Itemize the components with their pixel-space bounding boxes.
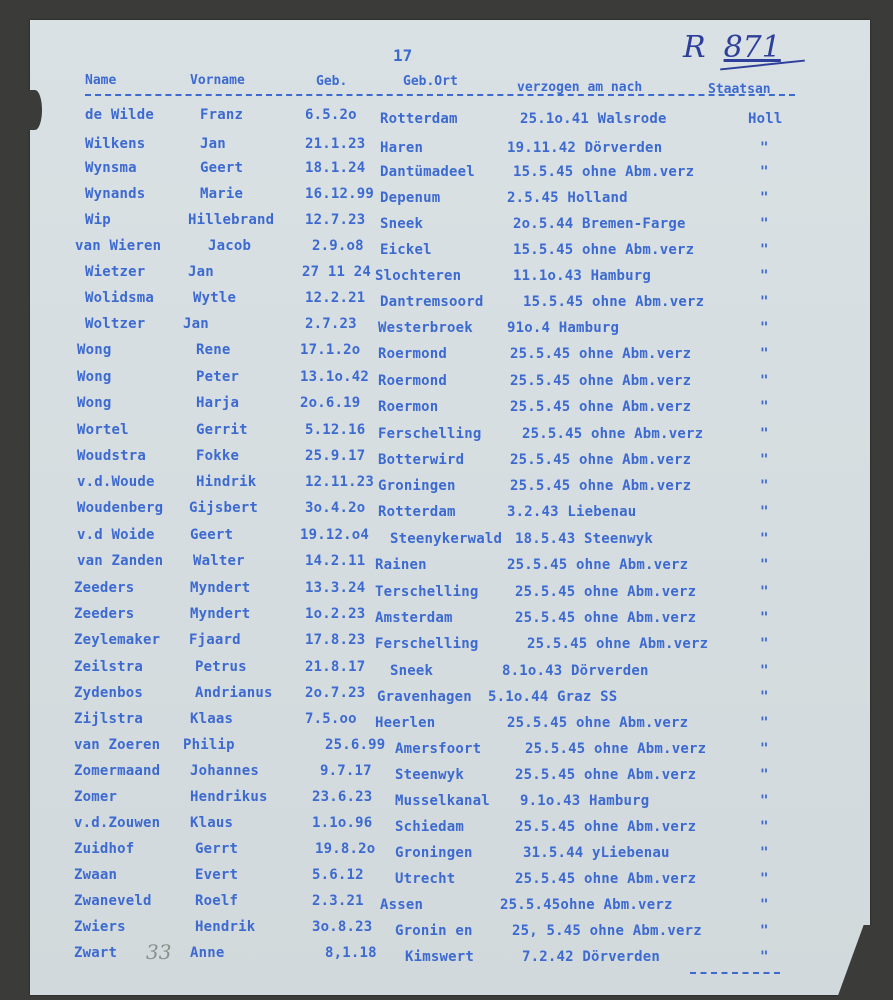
entry-given-name: Gijsbert (189, 500, 259, 516)
entry-birth-date: 16.12.99 (305, 186, 375, 202)
entry-birth-place: Rotterdam (378, 504, 456, 520)
entry-given-name: Jan (200, 136, 226, 152)
archive-reference (683, 30, 781, 65)
header-verzogen: verzogen am nach (517, 80, 643, 95)
entry-moved-to: 25.5.45 ohne Abm.verz (510, 346, 692, 362)
entry-surname: Zomer (74, 789, 118, 805)
entry-surname: Wip (85, 212, 111, 228)
entry-birth-place: Groningen (395, 845, 473, 861)
entry-moved-to: 15.5.45 ohne Abm.verz (523, 294, 705, 310)
entry-nationality: " (760, 793, 769, 809)
header-staatsan: Staatsan (708, 82, 771, 97)
entry-birth-date: 25.9.17 (305, 448, 366, 464)
entry-birth-date: 12.2.21 (305, 290, 366, 306)
entry-given-name: Petrus (195, 659, 247, 675)
entry-moved-to: 25.5.45 ohne Abm.verz (515, 819, 697, 835)
entry-surname: Zwaan (74, 867, 118, 883)
entry-moved-to: 11.1o.43 Hamburg (513, 268, 652, 284)
entry-nationality: " (760, 923, 769, 939)
entry-moved-to: 91o.4 Hamburg (507, 320, 620, 336)
entry-birth-date: 23.6.23 (312, 789, 373, 805)
entry-moved-to: 25.5.45 ohne Abm.verz (507, 715, 689, 731)
entry-given-name: Klaus (190, 815, 234, 831)
entry-moved-to: 2o.5.44 Bremen-Farge (513, 216, 686, 232)
entry-nationality: " (760, 452, 769, 468)
entry-surname: Zomermaand (74, 763, 161, 779)
entry-surname: Zuidhof (74, 841, 135, 857)
entry-moved-to: 25.1o.41 Walsrode (520, 111, 667, 127)
entry-birth-date: 9.7.17 (320, 763, 372, 779)
entry-given-name: Roelf (195, 893, 239, 909)
entry-nationality: " (760, 610, 769, 626)
entry-birth-date: 27 11 24 (302, 264, 372, 280)
entry-nationality: " (760, 164, 769, 180)
entry-birth-date: 21.1.23 (305, 136, 366, 152)
entry-moved-to: 8.1o.43 Dörverden (502, 663, 649, 679)
entry-birth-date: 12.7.23 (305, 212, 366, 228)
entry-moved-to: 9.1o.43 Hamburg (520, 793, 650, 809)
entry-birth-place: Musselkanal (395, 793, 490, 809)
entry-nationality: " (760, 399, 769, 415)
entry-moved-to: 2.5.45 Holland (507, 190, 628, 206)
entry-birth-date: 17.1.2o (300, 342, 361, 358)
entry-nationality: " (760, 478, 769, 494)
entry-surname: Zwiers (74, 919, 126, 935)
entry-given-name: Fokke (196, 448, 240, 464)
entry-birth-date: 13.1o.42 (300, 369, 370, 385)
entry-given-name: Johannes (190, 763, 260, 779)
entry-surname: v.d Woide (77, 527, 155, 543)
entry-surname: Wong (77, 395, 112, 411)
entry-nationality: " (760, 819, 769, 835)
entry-nationality: " (760, 741, 769, 757)
entry-birth-date: 8,1.18 (325, 945, 377, 961)
entry-birth-place: Sneek (390, 663, 434, 679)
entry-given-name: Geert (190, 527, 234, 543)
entry-birth-date: 3o.8.23 (312, 919, 373, 935)
entry-given-name: Myndert (190, 580, 251, 596)
entry-moved-to: 7.2.42 Dörverden (522, 949, 661, 965)
entry-moved-to: 15.5.45 ohne Abm.verz (513, 242, 695, 258)
entry-given-name: Hendrikus (190, 789, 268, 805)
entry-moved-to: 25.5.45 ohne Abm.verz (515, 584, 697, 600)
entry-surname: Woudstra (77, 448, 147, 464)
entry-nationality: " (760, 689, 769, 705)
entry-surname: Wong (77, 369, 112, 385)
entry-birth-place: Rainen (375, 557, 427, 573)
entry-surname: de Wilde (85, 107, 155, 123)
entry-birth-place: Eickel (380, 242, 432, 258)
entry-moved-to: 25.5.45 ohne Abm.verz (527, 636, 709, 652)
entry-birth-place: Westerbroek (378, 320, 473, 336)
entry-surname: Wong (77, 342, 112, 358)
entry-birth-date: 2o.7.23 (305, 685, 366, 701)
entry-birth-place: Sneek (380, 216, 424, 232)
entry-birth-date: 14.2.11 (305, 553, 366, 569)
entry-surname: Zijlstra (74, 711, 144, 727)
entry-surname: Zeeders (74, 606, 135, 622)
entry-birth-date: 5.6.12 (312, 867, 364, 883)
entry-given-name: Fjaard (189, 632, 241, 648)
entry-nationality: " (760, 140, 769, 156)
entry-nationality: " (760, 268, 769, 284)
entry-birth-place: Roermond (378, 373, 448, 389)
archive-reference-letter: R (683, 30, 706, 65)
entry-surname: Wynands (85, 186, 146, 202)
entry-birth-date: 1o.2.23 (305, 606, 366, 622)
entry-birth-place: Ferschelling (375, 636, 479, 652)
entry-birth-place: Depenum (380, 190, 441, 206)
entry-given-name: Walter (193, 553, 245, 569)
entry-birth-date: 1.1o.96 (312, 815, 373, 831)
entry-birth-date: 7.5.oo (305, 711, 357, 727)
entry-birth-date: 2.7.23 (305, 316, 357, 332)
entry-surname: Zwaneveld (74, 893, 152, 909)
entry-nationality: " (760, 949, 769, 965)
entry-birth-place: Groningen (378, 478, 456, 494)
entry-birth-date: 2.3.21 (312, 893, 364, 909)
entry-surname: Woudenberg (77, 500, 164, 516)
bottom-dashed-rule (690, 972, 780, 974)
entry-birth-date: 13.3.24 (305, 580, 366, 596)
entry-moved-to: 25.5.45 ohne Abm.verz (510, 478, 692, 494)
entry-surname: Zeeders (74, 580, 135, 596)
entry-nationality: " (760, 531, 769, 547)
entry-birth-place: Heerlen (375, 715, 436, 731)
header-geb: Geb. (316, 74, 348, 89)
entry-nationality: " (760, 426, 769, 442)
entry-birth-place: Dantremsoord (380, 294, 484, 310)
entry-given-name: Marie (200, 186, 244, 202)
entry-birth-place: Botterwird (378, 452, 465, 468)
entry-given-name: Jan (183, 316, 209, 332)
entry-given-name: Gerrit (196, 422, 248, 438)
entry-surname: Zeilstra (74, 659, 144, 675)
entry-nationality: " (760, 663, 769, 679)
header-name: Name (85, 73, 117, 88)
entry-moved-to: 25.5.45 ohne Abm.verz (507, 557, 689, 573)
entry-nationality: Holl (748, 111, 783, 127)
entry-given-name: Anne (190, 945, 225, 961)
entry-given-name: Andrianus (195, 685, 273, 701)
entry-moved-to: 25.5.45 ohne Abm.verz (525, 741, 707, 757)
entry-birth-place: Schiedam (395, 819, 465, 835)
entry-given-name: Harja (196, 395, 240, 411)
entry-birth-date: 19.12.o4 (300, 527, 370, 543)
entry-birth-date: 3o.4.2o (305, 500, 366, 516)
entry-given-name: Franz (200, 107, 244, 123)
entry-birth-place: Ferschelling (378, 426, 482, 442)
entry-birth-date: 5.12.16 (305, 422, 366, 438)
entry-birth-place: Assen (380, 897, 424, 913)
entry-given-name: Myndert (190, 606, 251, 622)
entry-nationality: " (760, 715, 769, 731)
header-geb-ort: Geb.Ort (403, 74, 458, 89)
header-vorname: Vorname (190, 73, 245, 88)
entry-birth-place: Rotterdam (380, 111, 458, 127)
page-number: 17 (393, 46, 413, 65)
entry-moved-to: 19.11.42 Dörverden (507, 140, 663, 156)
entry-given-name: Hindrik (196, 474, 257, 490)
entry-moved-to: 25.5.45 ohne Abm.verz (515, 610, 697, 626)
entry-nationality: " (760, 242, 769, 258)
entry-given-name: Geert (200, 160, 244, 176)
entry-surname: Wilkens (85, 136, 146, 152)
entry-moved-to: 18.5.43 Steenwyk (515, 531, 654, 547)
entry-birth-place: Roermon (378, 399, 439, 415)
entry-nationality: " (760, 346, 769, 362)
entry-nationality: " (760, 190, 769, 206)
entry-moved-to: 3.2.43 Liebenau (507, 504, 637, 520)
entry-nationality: " (760, 636, 769, 652)
header-dashed-rule (85, 94, 795, 96)
entry-birth-date: 2.9.o8 (312, 238, 364, 254)
entry-nationality: " (760, 557, 769, 573)
entry-birth-date: 25.6.99 (325, 737, 386, 753)
entry-given-name: Philip (183, 737, 235, 753)
entry-moved-to: 25.5.45 ohne Abm.verz (515, 871, 697, 887)
entry-surname: v.d.Zouwen (74, 815, 161, 831)
entry-birth-date: 19.8.2o (315, 841, 376, 857)
entry-given-name: Hendrik (195, 919, 256, 935)
entry-surname: Wortel (77, 422, 129, 438)
handwritten-mark: 33 (146, 940, 172, 964)
entry-surname: Zydenbos (74, 685, 144, 701)
entry-birth-place: Haren (380, 140, 424, 156)
entry-surname: Wynsma (85, 160, 137, 176)
entry-birth-place: Amersfoort (395, 741, 482, 757)
entry-surname: Woltzer (85, 316, 146, 332)
entry-given-name: Wytle (193, 290, 237, 306)
entry-birth-place: Utrecht (395, 871, 456, 887)
entry-birth-date: 2o.6.19 (300, 395, 361, 411)
entry-moved-to: 15.5.45 ohne Abm.verz (513, 164, 695, 180)
entry-given-name: Klaas (190, 711, 234, 727)
entry-moved-to: 25.5.45ohne Abm.verz (500, 897, 673, 913)
entry-birth-place: Slochteren (375, 268, 462, 284)
torn-edge-left (28, 90, 42, 130)
entry-nationality: " (760, 373, 769, 389)
entry-birth-date: 18.1.24 (305, 160, 366, 176)
entry-moved-to: 5.1o.44 Graz SS (488, 689, 618, 705)
entry-birth-place: Terschelling (375, 584, 479, 600)
entry-moved-to: 25.5.45 ohne Abm.verz (510, 373, 692, 389)
entry-birth-date: 17.8.23 (305, 632, 366, 648)
entry-surname: Wietzer (85, 264, 146, 280)
entry-surname: Zeylemaker (74, 632, 161, 648)
entry-moved-to: 25.5.45 ohne Abm.verz (515, 767, 697, 783)
entry-birth-place: Gronin en (395, 923, 473, 939)
entry-nationality: " (760, 871, 769, 887)
entry-given-name: Hillebrand (188, 212, 275, 228)
entry-given-name: Jan (188, 264, 214, 280)
entry-nationality: " (760, 767, 769, 783)
entry-birth-place: Amsterdam (375, 610, 453, 626)
entry-nationality: " (760, 897, 769, 913)
entry-birth-date: 12.11.23 (305, 474, 375, 490)
entry-nationality: " (760, 294, 769, 310)
entry-given-name: Peter (196, 369, 240, 385)
entry-birth-place: Dantümadeel (380, 164, 475, 180)
entry-nationality: " (760, 504, 769, 520)
entry-given-name: Jacob (208, 238, 252, 254)
entry-surname: van Wieren (75, 238, 162, 254)
entry-birth-date: 21.8.17 (305, 659, 366, 675)
entry-given-name: Evert (195, 867, 239, 883)
entry-moved-to: 31.5.44 yLiebenau (523, 845, 670, 861)
entry-surname: Zwart (74, 945, 118, 961)
entry-surname: van Zanden (77, 553, 164, 569)
entry-surname: v.d.Woude (77, 474, 155, 490)
entry-birth-place: Roermond (378, 346, 448, 362)
archive-reference-number: 871 (723, 30, 781, 65)
entry-birth-place: Gravenhagen (377, 689, 472, 705)
entry-nationality: " (760, 845, 769, 861)
entry-birth-place: Steenykerwald (390, 531, 503, 547)
entry-moved-to: 25.5.45 ohne Abm.verz (522, 426, 704, 442)
entry-nationality: " (760, 320, 769, 336)
entry-nationality: " (760, 216, 769, 232)
entry-birth-place: Steenwyk (395, 767, 465, 783)
entry-moved-to: 25.5.45 ohne Abm.verz (510, 399, 692, 415)
entry-surname: Wolidsma (85, 290, 155, 306)
entry-given-name: Gerrt (195, 841, 239, 857)
entry-surname: van Zoeren (74, 737, 161, 753)
entry-moved-to: 25.5.45 ohne Abm.verz (510, 452, 692, 468)
entry-nationality: " (760, 584, 769, 600)
entry-given-name: Rene (196, 342, 231, 358)
entry-moved-to: 25, 5.45 ohne Abm.verz (512, 923, 702, 939)
entry-birth-date: 6.5.2o (305, 107, 357, 123)
entry-birth-place: Kimswert (405, 949, 475, 965)
